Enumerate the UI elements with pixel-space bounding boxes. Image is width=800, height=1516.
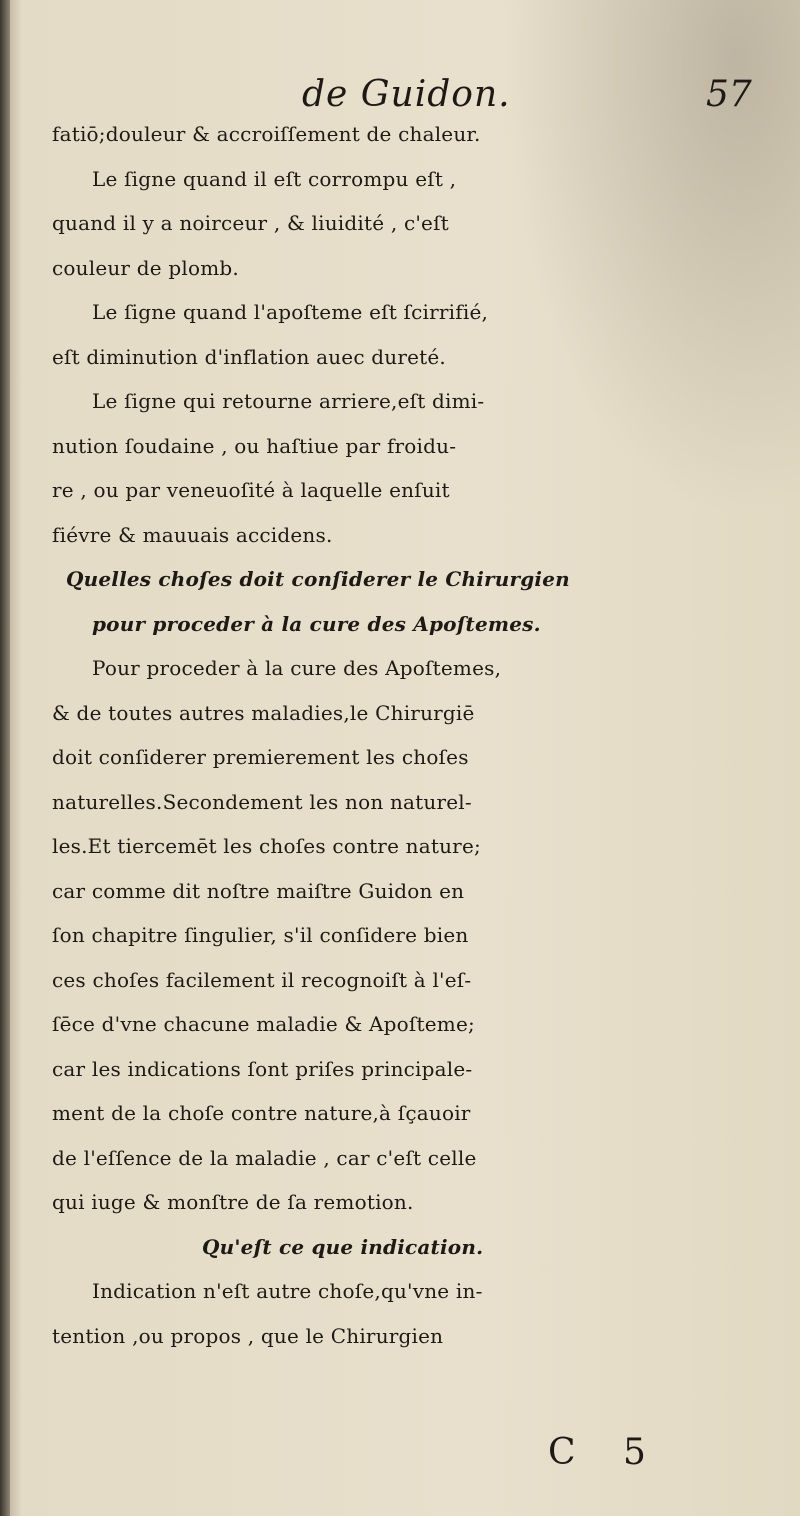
text-line: ment de la choſe contre nature,à ſçauoir (52, 1101, 471, 1125)
page-number: 57 (706, 74, 752, 115)
text-line: couleur de plomb. (52, 255, 239, 280)
text-line: ces choſes facilement il recognoiſt à l'eſ- (52, 967, 472, 992)
text-line: ſēce d'vne chacune maladie & Apoſteme; (52, 1012, 475, 1036)
text-line: car les indications ſont priſes principale- (52, 1056, 473, 1081)
page-edge (0, 0, 10, 1516)
section-heading: pour proceder à la cure des Apoſtemes. (92, 611, 541, 636)
text-line: les.Et tiercemēt les choſes contre nature; (52, 834, 481, 858)
text-line: qui iuge & monſtre de ſa remotion. (52, 1190, 414, 1214)
body-text (52, 112, 792, 1358)
text-line: fatiō;douleur & accroiſſement de chaleur. (52, 122, 481, 146)
text-line: doit conſiderer premierement les choſes (52, 745, 469, 769)
text-line: naturelles.Secondement les non naturel- (52, 789, 472, 814)
text-line: car comme dit noſtre maiſtre Guidon en (52, 878, 465, 903)
text-line: Le ſigne qui retourne arriere,eſt dimi- (92, 389, 485, 413)
text-line: Le ſigne quand il eſt corrompu eſt , (92, 166, 457, 191)
text-line: de l'eſſence de la maladie , car c'eſt celle (52, 1145, 477, 1170)
section-heading: Qu'eſt ce que indication. (202, 1234, 484, 1259)
text-line: fiévre & mauuais accidens. (52, 522, 333, 547)
running-title: de Guidon. (302, 74, 511, 115)
section-heading: Quelles choſes doit conſiderer le Chirurgien (66, 567, 570, 591)
text-line: eſt diminution d'inflation auec dureté. (52, 344, 446, 369)
text-line: Pour proceder à la cure des Apoſtemes, (92, 656, 502, 680)
text-line: nution ſoudaine , ou haſtiue par froidu- (52, 433, 457, 458)
text-line: re , ou par veneuoſité à laquelle enſuit (52, 478, 450, 502)
text-line: & de toutes autres maladies,le Chirurgiē (52, 700, 475, 725)
text-line: tention ,ou propos , que le Chirurgien (52, 1323, 444, 1348)
signature-mark: C 5 (548, 1432, 664, 1473)
text-line: quand il y a noirceur , & liuidité , c'eſt (52, 211, 449, 235)
text-line: ſon chapitre ſingulier, s'il conſidere bien (52, 923, 469, 947)
text-line: Le ſigne quand l'apoſteme eſt ſcirrifié, (92, 300, 489, 324)
text-line: Indication n'eſt autre choſe,qu'vne in- (92, 1279, 483, 1303)
